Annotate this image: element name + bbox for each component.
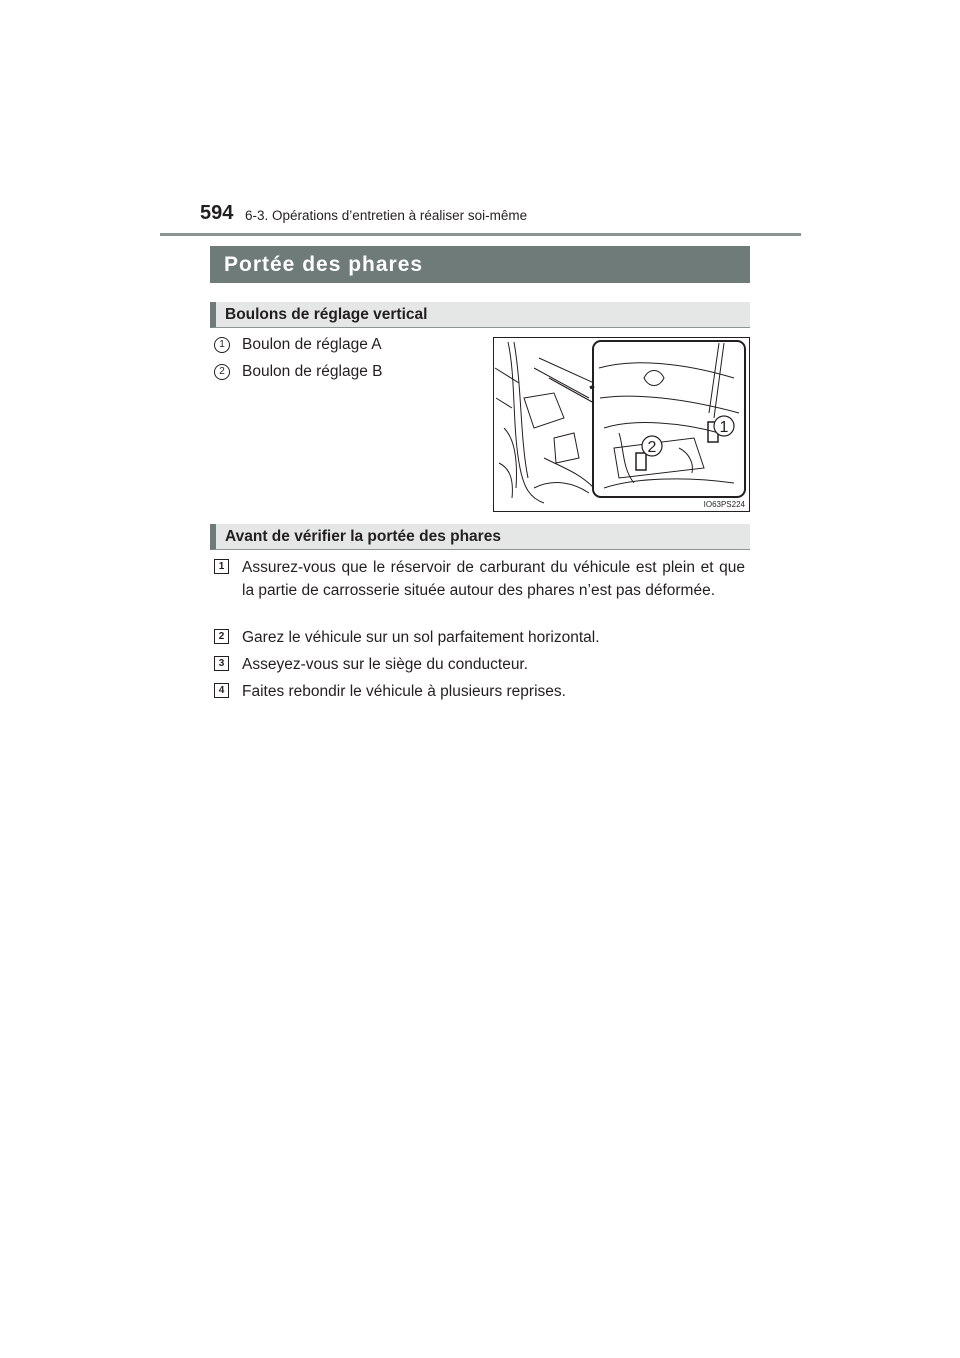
header-divider xyxy=(160,233,801,236)
subsection-heading-vertical-bolts: Boulons de réglage vertical xyxy=(210,302,750,328)
step-number: 3 xyxy=(214,656,229,671)
figure-code: IO63PS224 xyxy=(703,500,745,509)
chapter-title: 6-3. Opérations d’entretien à réaliser soi-même xyxy=(245,208,528,223)
list-item-label: Boulon de réglage A xyxy=(242,336,382,353)
section-title: Portée des phares xyxy=(210,246,750,283)
subsection-heading-before-check: Avant de vérifier la portée des phares xyxy=(210,524,750,550)
step-number: 2 xyxy=(214,629,229,644)
list-item-label: Boulon de réglage B xyxy=(242,363,383,380)
step-text: Asseyez-vous sur le siège du conducteur. xyxy=(242,656,529,673)
step-text: Faites rebondir le véhicule à plusieurs reprises. xyxy=(242,683,566,700)
step-text: Assurez-vous que le réservoir de carburant du véhicule est plein et que la partie de carrosserie située autour des phares n’est pas déformée. xyxy=(242,559,745,599)
step-number: 4 xyxy=(214,683,229,698)
page-number: 594 xyxy=(200,202,234,224)
engine-bay-illustration xyxy=(493,337,750,512)
step-text: Garez le véhicule sur un sol parfaitement horizontal. xyxy=(242,629,600,646)
callout-marker: 2 xyxy=(214,364,230,380)
callout-2-label: 2 xyxy=(647,439,657,456)
callout-marker: 1 xyxy=(214,337,230,353)
headlight-bolts-drawing xyxy=(494,338,749,511)
callout-1-label: 1 xyxy=(719,419,729,436)
step-number: 1 xyxy=(214,559,229,574)
